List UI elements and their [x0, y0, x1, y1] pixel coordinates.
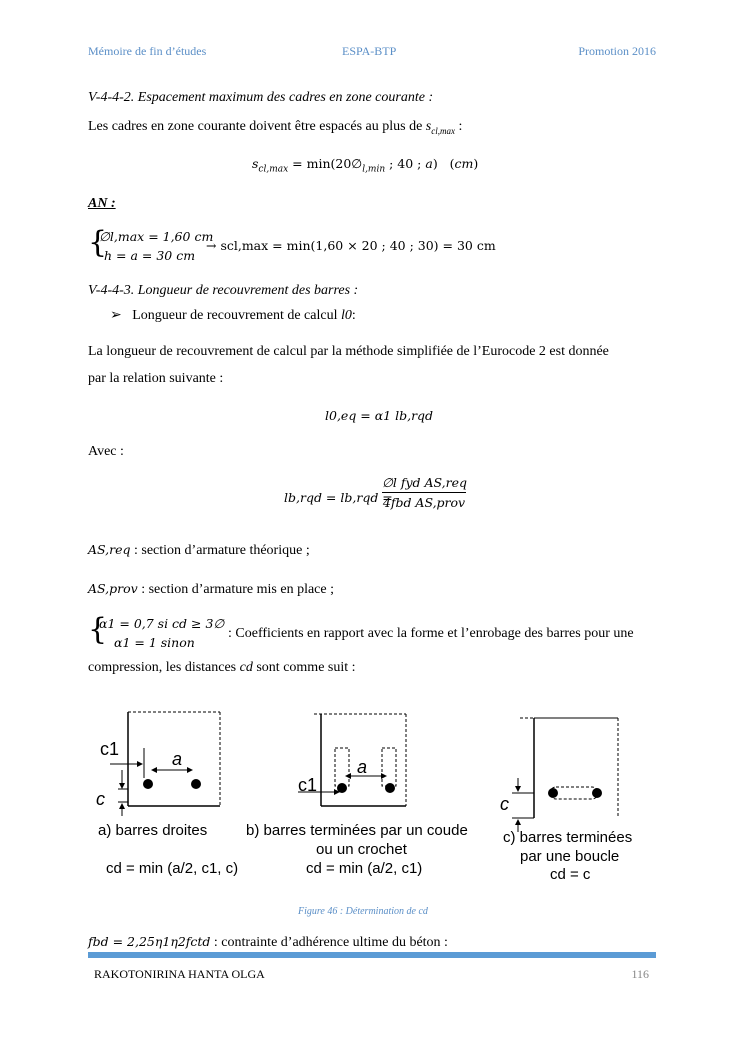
- spacing-formula: $s_{cl,max}$ = $\min(20\emptyset_{l,min}$ ; 40 ; a) (cm): [252, 156, 479, 175]
- para1: La longueur de recouvrement de calcul par la méthode simplifiée de l’Eurocode 2 est donnée: [88, 344, 609, 359]
- figure-caption: Figure 46 : Détermination de cd: [298, 906, 428, 917]
- an-line2: h = a = 30 cm: [104, 248, 196, 263]
- spacing-intro: [88, 118, 462, 140]
- an-brace: {: [88, 225, 108, 260]
- alpha-line2: α1 = 1 sinon: [114, 635, 195, 650]
- section-title-overlap: V-4-4-3. Longueur de recouvrement des barres :: [88, 283, 359, 298]
- header-center: ESPA-BTP: [342, 44, 397, 58]
- def-asprov-text: : section d’armature mis en place ;: [137, 582, 335, 597]
- spacing-intro-sub: cl,max: [431, 125, 455, 136]
- label-c-a: c: [96, 789, 105, 809]
- fraction-denominator: 4fbd AS,prov: [382, 495, 466, 510]
- an-line1: ∅l,max = 1,60 cm: [99, 229, 214, 244]
- formula-lbrqd-fraction: [382, 475, 466, 510]
- label-c-c: c: [500, 794, 509, 814]
- coef-text2-b: sont comme suit :: [256, 660, 356, 675]
- alpha-line1: α1 = 0,7 si cd ≥ 3∅: [99, 616, 225, 631]
- header-right: Promotion 2016: [578, 44, 656, 58]
- panel-a: [110, 712, 220, 816]
- label-c1-a: c1: [100, 739, 120, 759]
- caption-c2: par une boucle: [520, 848, 620, 865]
- formula-a: cd = min (a/2, c1, c): [106, 860, 239, 877]
- footer-author: RAKOTONIRINA HANTA OLGA: [94, 967, 265, 981]
- arrow-bullet-icon: ➢: [110, 308, 122, 323]
- spacing-intro-var: s: [425, 119, 432, 134]
- caption-b2: ou un crochet: [316, 841, 407, 858]
- avec-label: Avec :: [88, 444, 124, 459]
- alpha-brace: {: [88, 612, 108, 647]
- bullet-var: l0: [340, 308, 352, 323]
- para2: par la relation suivante :: [88, 371, 224, 386]
- bullet-item: ➢ Longueur de recouvrement de calcul l0:: [110, 308, 356, 323]
- an-label: AN :: [88, 196, 116, 211]
- formula-lbrqd-left: lb,rqd = lb,rqd =: [284, 490, 393, 505]
- def-asreq-text: : section d’armature théorique ;: [130, 543, 310, 558]
- formula-c: cd = c: [550, 866, 591, 883]
- label-a-b: a: [357, 757, 368, 777]
- bullet-text: Longueur de recouvrement de calcul: [132, 308, 338, 323]
- def-asreq-var: AS,req: [88, 542, 131, 557]
- fbd-line: [88, 933, 448, 952]
- def-asprov: [88, 580, 334, 599]
- coef-text: : Coefficients en rapport avec la forme et l’enrobage des barres pour une: [228, 626, 634, 641]
- def-asprov-var: AS,prov: [88, 581, 138, 596]
- label-c1-b: c1: [298, 775, 318, 795]
- def-asreq: [88, 541, 310, 560]
- panel-c: [512, 718, 618, 832]
- coef-text2-var: cd: [239, 660, 253, 675]
- header-left: Mémoire de fin d’études: [88, 44, 207, 58]
- coef-text2: [88, 659, 356, 677]
- label-a-a: a: [172, 749, 183, 769]
- fbd-text: : contrainte d’adhérence ultime du béton :: [210, 935, 448, 950]
- formula-l0eq: l0,eq = α1 lb,rqd: [325, 408, 434, 423]
- footer-bar: [88, 952, 656, 958]
- fraction-numerator: ∅l fyd AS,req: [382, 475, 466, 493]
- caption-c1: c) barres terminées: [503, 829, 633, 846]
- fbd-formula: fbd = 2,25η1η2fctd: [88, 934, 211, 949]
- an-result: → scl,max = min(1,60 × 20 ; 40 ; 30) = 30 cm: [206, 238, 496, 253]
- caption-a: a) barres droites: [98, 822, 208, 839]
- section-title-spacing: V-4-4-2. Espacement maximum des cadres en zone courante :: [88, 90, 434, 105]
- coef-text2-a: compression, les distances: [88, 660, 237, 675]
- caption-b1: b) barres terminées par un coude: [246, 822, 468, 839]
- footer-page-number: 116: [631, 967, 649, 981]
- formula-b: cd = min (a/2, c1): [306, 860, 423, 877]
- spacing-intro-end: :: [455, 119, 463, 134]
- spacing-intro-text: Les cadres en zone courante doivent être espacés au plus de: [88, 119, 423, 134]
